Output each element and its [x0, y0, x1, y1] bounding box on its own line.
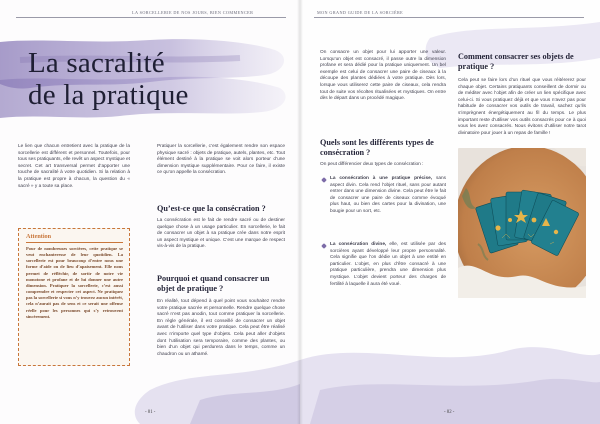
book-gutter — [297, 0, 303, 424]
tarot-cards-photo — [458, 148, 586, 298]
heading-comment: Comment consacrer ses objets de pratique ? — [458, 52, 574, 71]
column1-intro: On consacre un objet pour lui apporter une valeur. Lorsqu’un objet est consacré, il passe outre la dimension profane et sera dédié pour la pratique uniquement. Un bel exemple est celui de consacrer une paire de ciseaux à la découpe des plantes dédiées à votre pratique. Dès lors, lorsque vous utiliserez cette paire de ciseaux, cela rendra tout de suite vos récoltes ritualisées et mystiques. On entre dès le départ dans un procédé magique. — [320, 50, 446, 102]
title-line-2: de la pratique — [28, 79, 189, 111]
page-number-right: - 82 - — [444, 410, 455, 415]
page-number: - 81 - — [145, 410, 156, 415]
column2-intro: Pratiquer la sorcellerie, c’est également rendre son espace physique sacré : objets de pratique, autels, plantes, etc. Tout élément destiné à la pratique se voit alors porteur d’une dimension mystique supplémentaire. Pour ce faire, il existe ce qu’on appelle la consécration. — [157, 144, 285, 176]
bullet-divine-text: elle, est utilisée par des sorcières ayant développé leur propre personnalité. Cela signifie que l’on dédie un objet à une entité en particulier. L’objet, en plus d’être consacré à une pratique particulière, prendra une dimension plus mystique. L’objet devient porteur des charges de fertilité à laquelle il aura été voué. — [330, 242, 446, 287]
bullet-icon — [321, 243, 327, 249]
callout-divider — [26, 242, 123, 243]
heading-consecration: Qu’est-ce que la consécration ? — [157, 204, 266, 213]
bullet-precise-text: sans aspect divin. Cela rend l’objet rituel, sans pour autant entrer dans une dimension divine. Cela peut être le fait de consacrer une paire de ciseaux comme évoqué plus haut, ou bien des cartes pour la divination, une bougie pour un sort, etc. — [330, 176, 446, 214]
intro-paragraph: Le lien que chacun entretient avec la pratique de la sorcellerie est différent et personnel. Toutefois, pour tous ses pratiquants, elle revêt un aspect mystique et secret. Cet art transversal permet d’apporter une touche de sacralité à votre quotidien. Si la relation à la pratique est propre à chacun, la question du « sacré » y a toute sa place. — [18, 144, 130, 189]
running-head: LA SORCELLERIE DE NOS JOURS, BIEN COMMENCER — [132, 10, 254, 15]
title-line-1: La sacralité — [28, 47, 165, 79]
header-rule-right — [314, 17, 584, 18]
header-rule — [16, 17, 286, 18]
bullet-precise-lead: La consécration à une pratique précise, — [330, 176, 433, 181]
pourquoi-paragraph: En réalité, tout dépend à quel point vous souhaitez rendre votre pratique sacrée et personnelle. Rendre quelque chose sacré n’est pas anodin, tout comme pratiquer la sorcellerie. En règle générale, il est conseillé de consacrer un objet avant de l’utiliser dans votre pratique. Cela peut être réalisé avec n’importe quel type d’objets. Cela peut aller d’objets dont l’utilisation sera temporaire, comme des plantes, ou bien d’un objet qui perdurera dans le temps, comme un chaudron ou un athamé. — [157, 299, 285, 357]
consecration-paragraph: La consécration est le fait de rendre sacré ou de destiner quelque chose à un usage particulier. En sorcellerie, le fait de consacrer un objet à sa pratique crée dans notre esprit un aspect mystique et unique. C’est une marque de respect vis-à-vis de la pratique. — [157, 218, 285, 250]
callout-text: Pour de nombreuses sorcières, cette pratique se veut enchanteresse de leur quotidien. La sorcellerie est pour beaucoup d’entre nous une forme d’aide ou de lieu d’apaisement. Elle nous permet de réfléchir, de sortir de notre vie monotone et profane et de lui donner une autre dimension. Pratiquer la sorcellerie, c’est aussi comprendre et respecter cet aspect. Ne pratiquez pas la sorcellerie si vous n’y trouvez aucun intérêt, cela n’aurait pas de sens et ce serait une offense réelle pour les personnes qui s’y retrouvent sincèrement. — [26, 246, 123, 319]
page-title — [28, 47, 189, 111]
types-intro: On peut différencier deux types de consécration : — [320, 162, 424, 167]
heading-pourquoi: Pourquoi et quand consacrer un objet de pratique ? — [157, 274, 270, 293]
bottom-watercolor-wash-right — [300, 320, 600, 424]
callout-title: Attention — [26, 233, 52, 240]
running-head-right: MON GRAND GUIDE DE LA SORCIÈRE — [317, 10, 404, 15]
tarot-illustration — [458, 148, 586, 298]
heading-types: Quels sont les différents types de consécration ? — [320, 138, 434, 157]
bullet-precise — [330, 176, 446, 216]
bullet-icon — [321, 177, 327, 183]
right-page — [300, 0, 600, 424]
comment-paragraph: Cela peut se faire lors d’un rituel que vous réitérerez pour chaque objet. Certains pratiquants conseillent de dormir ou de méditer avec l’objet afin de créer un lien spécifique avec celui-ci. Si vous pratiquez déjà et que vous n’avez pas pour habitude de consacrer vos outils de travail, sachez qu’ils s’imprègnent énergétiquement au fil du temps. Le plus important reste d’utiliser vos outils consacrés pour ce à quoi vous les avez consacrés. Nous évitons d’utiliser notre tarot divinatoire pour jouer à un repas de famille ! — [458, 78, 586, 136]
bullet-divine-lead: La consécration divine, — [330, 242, 387, 247]
bullet-divine — [330, 242, 446, 288]
